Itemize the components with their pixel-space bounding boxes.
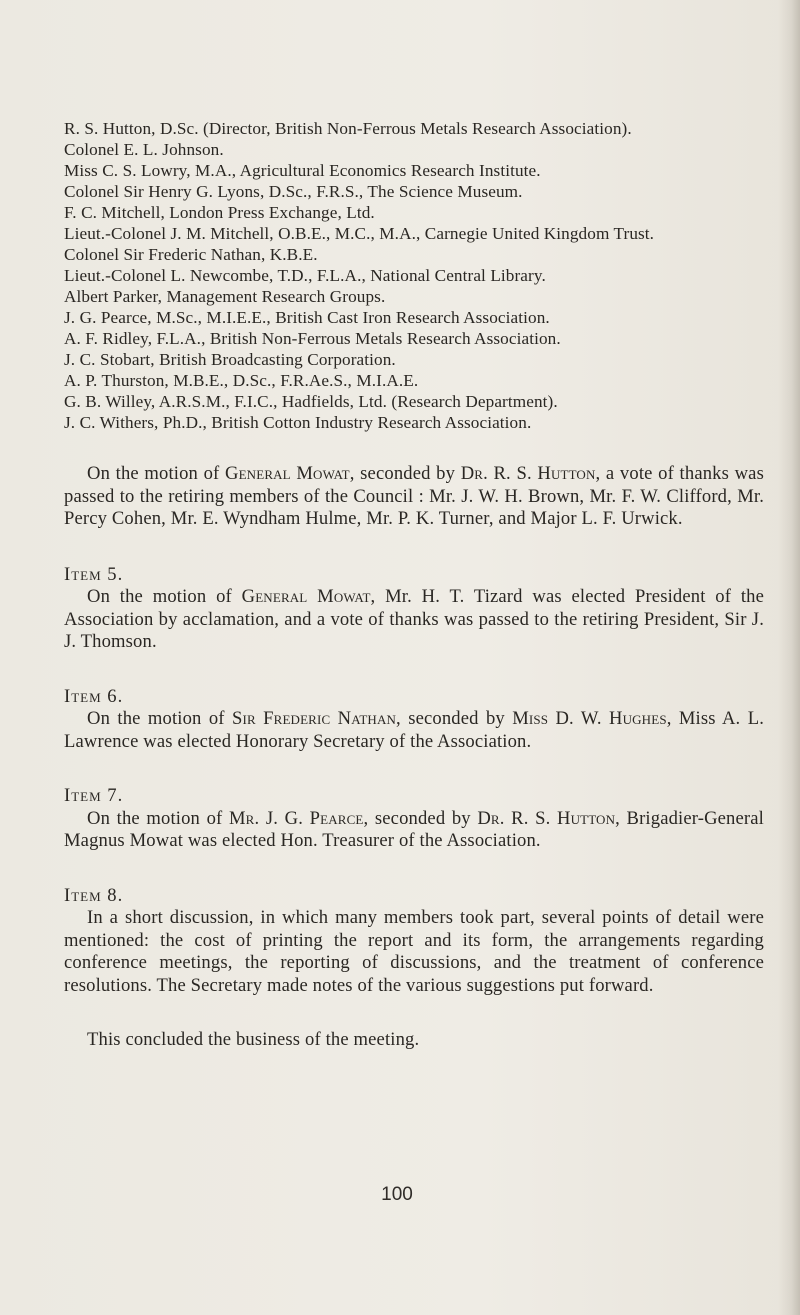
member-entry: A. F. Ridley, F.L.A., British Non-Ferrous Metals Research Association. (64, 329, 561, 348)
item-6-paragraph: On the motion of Sir Frederic Nathan, seconded by Miss D. W. Hughes, Miss A. L. Lawrence was elected Honorary Secretary of the Association. (64, 708, 765, 752)
seconder-name: Dr. R. S. Hutton (477, 807, 616, 829)
mover-name: General Mowat (241, 586, 371, 607)
item-8-heading: Item 8. (64, 884, 124, 906)
item-7-heading: Item 7. (64, 785, 124, 806)
item-5-paragraph: On the motion of General Mowat, Mr. H. T. Tizard was elected President of the Association by acclamation, and a vote of thanks was passed to the retiring President, Sir J. J. Thomson. (64, 586, 764, 652)
item-6-heading: Item 6. (64, 685, 124, 707)
member-entry: Miss C. S. Lowry, M.A., Agricultural Economics Research Institute. (64, 161, 541, 180)
member-entry: F. C. Mitchell, London Press Exchange, Ltd. (64, 203, 375, 222)
member-entry: Lieut.-Colonel J. M. Mitchell, O.B.E., M.C., M.A., Carnegie United Kingdom Trust. (64, 224, 655, 243)
member-entry: G. B. Willey, A.R.S.M., F.I.C., Hadfields, Ltd. (Research Department). (64, 392, 558, 411)
seconder-name: Dr. R. S. Hutton (460, 463, 596, 484)
member-entry: J. C. Withers, Ph.D., British Cotton Industry Research Association. (64, 413, 532, 432)
page-spine-shadow (778, 0, 800, 1315)
member-entry: R. S. Hutton, D.Sc. (Director, British Non-Ferrous Metals Research Association). (64, 119, 632, 138)
mover-name: General Mowat (225, 463, 350, 484)
mover-name: Sir Frederic Nathan (232, 708, 397, 729)
member-entry: Colonel E. L. Johnson. (64, 140, 224, 159)
mover-name: Mr. J. G. Pearce (228, 807, 364, 829)
closing-sentence: This concluded the business of the meeting. (87, 1029, 420, 1050)
seconder-name: Miss D. W. Hughes (512, 708, 667, 729)
item-5-heading: Item 5. (64, 563, 124, 585)
member-entry: Colonel Sir Henry G. Lyons, D.Sc., F.R.S., The Science Museum. (64, 182, 523, 201)
page-content (64, 118, 764, 1052)
page-number: 100 (381, 1184, 413, 1205)
member-entry: A. P. Thurston, M.B.E., D.Sc., F.R.Ae.S., M.I.A.E. (64, 371, 419, 390)
member-entry: Lieut.-Colonel L. Newcombe, T.D., F.L.A., National Central Library. (64, 266, 546, 285)
item-7-paragraph: On the motion of Mr. J. G. Pearce, seconded by Dr. R. S. Hutton, Brigadier-General Magnus Mowat was elected Hon. Treasurer of the Association. (64, 807, 764, 851)
member-entry: J. C. Stobart, British Broadcasting Corporation. (64, 350, 396, 369)
member-list (64, 118, 764, 433)
item-8-paragraph: In a short discussion, in which many members took part, several points of detail were mentioned: the cost of printing the report and its form, the arrangements regarding conference meetings, the reporting of discussions, and the treatment of conference resolutions. The Secretary made notes of the various suggestions put forward. (64, 907, 764, 996)
member-entry: Colonel Sir Frederic Nathan, K.B.E. (64, 245, 318, 264)
member-entry: Albert Parker, Management Research Groups. (64, 287, 386, 306)
member-entry: J. G. Pearce, M.Sc., M.I.E.E., British Cast Iron Research Association. (64, 308, 550, 327)
vote-of-thanks-paragraph: On the motion of General Mowat, seconded by Dr. R. S. Hutton, a vote of thanks was passed to the retiring members of the Council : Mr. J. W. H. Brown, Mr. F. W. Clifford, Mr. Percy Cohen, Mr. E. Wyndham Hulme, Mr. P. K. Turner, and Major L. F. Urwick. (64, 463, 764, 529)
